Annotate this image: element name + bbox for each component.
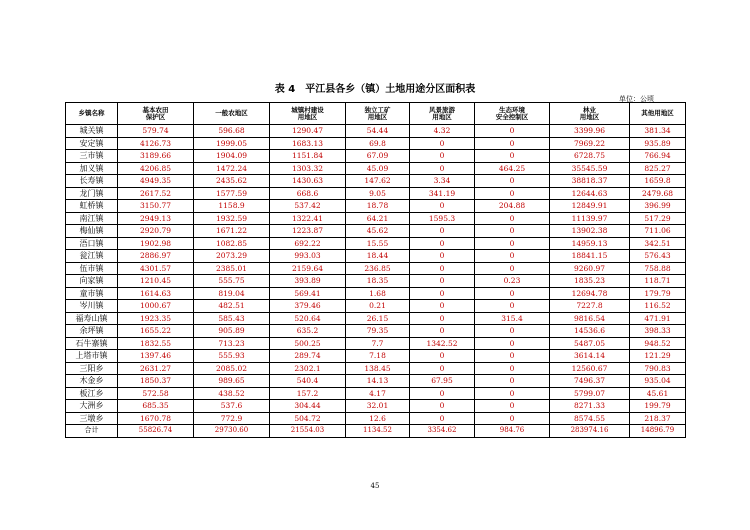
value-cell: 11139.97 [550,212,630,225]
column-header-text: 基本农田 [142,105,169,114]
value-cell: 1303.32 [270,162,346,175]
value-cell: 315.4 [475,312,550,325]
value-cell: 6728.75 [550,150,630,163]
value-cell: 7.7 [346,337,410,350]
value-cell: 45.62 [346,225,410,238]
column-header [475,103,550,125]
value-cell: 1342.52 [410,337,475,350]
value-cell: 342.51 [630,237,686,250]
value-cell: 5487.05 [550,337,630,350]
value-cell: 685.35 [118,400,194,413]
value-cell: 18.78 [346,200,410,213]
table-title: 表 4 平江县各乡（镇）土地用途分区面积表 [274,84,476,95]
value-cell: 2886.97 [118,250,194,263]
township-name-cell: 伍市镇 [66,262,118,275]
value-cell: 2631.27 [118,362,194,375]
value-cell: 1832.55 [118,337,194,350]
value-cell: 0 [410,162,475,175]
column-header-text: 乡镇名称 [78,109,105,117]
value-cell: 635.2 [270,325,346,338]
column-header-text: 用地区 [367,112,388,121]
table-row [66,312,686,325]
value-cell: 9260.97 [550,262,630,275]
value-cell: 585.43 [194,312,270,325]
value-cell: 537.6 [194,400,270,413]
table-row [66,125,686,138]
value-cell: 8271.33 [550,400,630,413]
value-cell: 12694.78 [550,287,630,300]
value-cell: 692.22 [270,237,346,250]
table-row [66,175,686,188]
value-cell: 204.88 [475,200,550,213]
column-header-text: 用地区 [432,112,452,121]
value-cell: 0 [475,350,550,363]
value-cell: 0 [410,300,475,313]
table-row [66,362,686,375]
value-cell: 0 [475,212,550,225]
value-cell: 69.8 [346,137,410,150]
value-cell: 758.88 [630,262,686,275]
township-name-cell: 大洲乡 [66,400,118,413]
value-cell: 1290.47 [270,125,346,138]
value-cell: 26.15 [346,312,410,325]
value-cell: 0 [475,187,550,200]
value-cell: 1210.45 [118,275,194,288]
value-cell: 3354.62 [410,425,475,438]
column-header-text: 用地区 [297,112,318,121]
value-cell: 12560.67 [550,362,630,375]
value-cell: 576.43 [630,250,686,263]
township-name-cell: 安定镇 [66,137,118,150]
value-cell: 236.85 [346,262,410,275]
value-cell: 0 [410,312,475,325]
value-cell: 0 [475,150,550,163]
table-body [66,125,686,438]
table-row [66,300,686,313]
column-header [66,103,118,125]
value-cell: 18.35 [346,275,410,288]
value-cell: 471.91 [630,312,686,325]
total-row [66,425,686,438]
table-row [66,275,686,288]
township-name-cell: 龙门镇 [66,187,118,200]
value-cell: 772.9 [194,412,270,425]
value-cell: 0 [410,400,475,413]
township-name-cell: 板江乡 [66,387,118,400]
value-cell: 0 [475,300,550,313]
value-cell: 713.23 [194,337,270,350]
value-cell: 438.52 [194,387,270,400]
value-cell: 4126.73 [118,137,194,150]
value-cell: 2949.13 [118,212,194,225]
value-cell: 14959.13 [550,237,630,250]
value-cell: 989.65 [194,375,270,388]
table-row [66,400,686,413]
value-cell: 935.04 [630,375,686,388]
column-header-text: 独立工矿 [364,105,391,114]
value-cell: 0 [410,412,475,425]
value-cell: 12849.91 [550,200,630,213]
value-cell: 18841.15 [550,250,630,263]
value-cell: 993.03 [270,250,346,263]
value-cell: 1671.22 [194,225,270,238]
township-name-cell: 浯口镇 [66,237,118,250]
township-name-cell: 岑川镇 [66,300,118,313]
table-row [66,337,686,350]
value-cell: 2920.79 [118,225,194,238]
value-cell: 1595.3 [410,212,475,225]
value-cell: 3150.77 [118,200,194,213]
value-cell: 2385.01 [194,262,270,275]
value-cell: 1082.85 [194,237,270,250]
value-cell: 9816.54 [550,312,630,325]
township-name-cell: 福寿山镇 [66,312,118,325]
value-cell: 1472.24 [194,162,270,175]
value-cell: 5799.07 [550,387,630,400]
value-cell: 711.06 [630,225,686,238]
value-cell: 0 [410,275,475,288]
value-cell: 520.64 [270,312,346,325]
value-cell: 14536.6 [550,325,630,338]
column-header-text: 用地区 [579,112,600,121]
value-cell: 38818.37 [550,175,630,188]
value-cell: 32.01 [346,400,410,413]
township-name-cell: 城关镇 [66,125,118,138]
unit-label: 单位：公顷 [619,95,654,103]
value-cell: 504.72 [270,412,346,425]
value-cell: 2073.29 [194,250,270,263]
table-row [66,150,686,163]
value-cell: 54.44 [346,125,410,138]
value-cell: 55826.74 [118,425,194,438]
table-row [66,250,686,263]
table-row [66,262,686,275]
township-name-cell: 三墩乡 [66,412,118,425]
value-cell: 0 [475,400,550,413]
value-cell: 1850.37 [118,375,194,388]
value-cell: 2159.64 [270,262,346,275]
value-cell: 64.21 [346,212,410,225]
column-header [194,103,270,125]
value-cell: 0 [410,250,475,263]
value-cell: 935.89 [630,137,686,150]
value-cell: 790.83 [630,362,686,375]
value-cell: 0 [475,262,550,275]
value-cell: 121.29 [630,350,686,363]
land-use-table [65,102,686,438]
value-cell: 1.68 [346,287,410,300]
column-header-text: 城镇村建设 [291,105,324,114]
value-cell: 21554.03 [270,425,346,438]
column-header-text: 其他用地区 [641,109,674,117]
value-cell: 147.62 [346,175,410,188]
column-header-text: 风景旅游 [429,105,455,114]
value-cell: 4206.85 [118,162,194,175]
value-cell: 283974.16 [550,425,630,438]
value-cell: 1902.98 [118,237,194,250]
column-header [410,103,475,125]
value-cell: 3614.14 [550,350,630,363]
column-header-text: 生态环境 [499,105,525,114]
value-cell: 116.52 [630,300,686,313]
column-header [118,103,194,125]
column-header [346,103,410,125]
value-cell: 4.17 [346,387,410,400]
value-cell: 2302.1 [270,362,346,375]
value-cell: 1223.87 [270,225,346,238]
table-row [66,237,686,250]
value-cell: 819.04 [194,287,270,300]
value-cell: 67.95 [410,375,475,388]
value-cell: 1835.23 [550,275,630,288]
township-name-cell: 南江镇 [66,212,118,225]
value-cell: 0 [410,225,475,238]
value-cell: 14.13 [346,375,410,388]
value-cell: 1430.63 [270,175,346,188]
value-cell: 341.19 [410,187,475,200]
table-row [66,225,686,238]
value-cell: 1683.13 [270,137,346,150]
value-cell: 0 [410,262,475,275]
value-cell: 157.2 [270,387,346,400]
value-cell: 1670.78 [118,412,194,425]
township-name-cell: 向家镇 [66,275,118,288]
value-cell: 79.35 [346,325,410,338]
value-cell: 1151.84 [270,150,346,163]
table-row [66,350,686,363]
value-cell: 7969.22 [550,137,630,150]
township-name-cell: 合计 [66,425,118,438]
value-cell: 1614.63 [118,287,194,300]
value-cell: 199.79 [630,400,686,413]
township-name-cell: 木金乡 [66,375,118,388]
value-cell: 0.23 [475,275,550,288]
value-cell: 4.32 [410,125,475,138]
value-cell: 1932.59 [194,212,270,225]
value-cell: 825.27 [630,162,686,175]
value-cell: 569.41 [270,287,346,300]
value-cell: 12.6 [346,412,410,425]
value-cell: 0 [410,350,475,363]
value-cell: 0 [410,150,475,163]
value-cell: 1158.9 [194,200,270,213]
township-name-cell: 三阳乡 [66,362,118,375]
value-cell: 8574.55 [550,412,630,425]
value-cell: 572.58 [118,387,194,400]
column-header-text: 安全控制区 [495,112,529,121]
column-header [550,103,630,125]
value-cell: 517.29 [630,212,686,225]
township-name-cell: 梅仙镇 [66,225,118,238]
value-cell: 579.74 [118,125,194,138]
township-name-cell: 石牛寨镇 [66,337,118,350]
value-cell: 0 [475,412,550,425]
value-cell: 0 [475,387,550,400]
township-name-cell: 虹桥镇 [66,200,118,213]
value-cell: 4301.57 [118,262,194,275]
township-name-cell: 三市镇 [66,150,118,163]
value-cell: 45.09 [346,162,410,175]
value-cell: 1397.46 [118,350,194,363]
value-cell: 15.55 [346,237,410,250]
value-cell: 35545.59 [550,162,630,175]
value-cell: 0 [475,287,550,300]
header-row [66,103,686,125]
value-cell: 0 [475,225,550,238]
value-cell: 7227.8 [550,300,630,313]
value-cell: 2479.68 [630,187,686,200]
township-name-cell: 余坪镇 [66,325,118,338]
value-cell: 29730.60 [194,425,270,438]
page-number: 45 [370,482,380,490]
value-cell: 1577.59 [194,187,270,200]
value-cell: 3399.96 [550,125,630,138]
township-name-cell: 童市镇 [66,287,118,300]
value-cell: 2435.62 [194,175,270,188]
value-cell: 596.68 [194,125,270,138]
table-row [66,387,686,400]
value-cell: 179.79 [630,287,686,300]
column-header-text: 林业 [583,105,596,114]
value-cell: 0 [410,387,475,400]
value-cell: 3.34 [410,175,475,188]
township-name-cell: 瓮江镇 [66,250,118,263]
value-cell: 766.94 [630,150,686,163]
column-header-text: 保护区 [145,112,166,121]
value-cell: 0 [475,337,550,350]
value-cell: 18.44 [346,250,410,263]
column-header-text: 一般农地区 [215,109,248,117]
value-cell: 304.44 [270,400,346,413]
table-row [66,325,686,338]
value-cell: 218.37 [630,412,686,425]
value-cell: 396.99 [630,200,686,213]
value-cell: 12644.63 [550,187,630,200]
value-cell: 0 [410,237,475,250]
table-row [66,162,686,175]
value-cell: 555.75 [194,275,270,288]
value-cell: 668.6 [270,187,346,200]
value-cell: 500.25 [270,337,346,350]
table-row [66,200,686,213]
township-name-cell: 上塔市镇 [66,350,118,363]
value-cell: 555.93 [194,350,270,363]
table-row [66,212,686,225]
value-cell: 289.74 [270,350,346,363]
column-header [270,103,346,125]
value-cell: 1000.67 [118,300,194,313]
value-cell: 482.51 [194,300,270,313]
value-cell: 9.05 [346,187,410,200]
value-cell: 0 [410,325,475,338]
township-name-cell: 加义镇 [66,162,118,175]
value-cell: 14896.79 [630,425,686,438]
value-cell: 537.42 [270,200,346,213]
table-row [66,375,686,388]
value-cell: 0 [410,137,475,150]
value-cell: 0 [410,362,475,375]
value-cell: 1322.41 [270,212,346,225]
value-cell: 0 [410,200,475,213]
value-cell: 0 [475,325,550,338]
table-row [66,287,686,300]
table-row [66,412,686,425]
value-cell: 45.61 [630,387,686,400]
value-cell: 138.45 [346,362,410,375]
value-cell: 2617.52 [118,187,194,200]
value-cell: 464.25 [475,162,550,175]
table-row [66,187,686,200]
township-name-cell: 长寿镇 [66,175,118,188]
value-cell: 1655.22 [118,325,194,338]
value-cell: 984.76 [475,425,550,438]
value-cell: 0 [475,137,550,150]
value-cell: 0 [475,125,550,138]
value-cell: 118.71 [630,275,686,288]
table-row [66,137,686,150]
value-cell: 1134.52 [346,425,410,438]
value-cell: 0 [410,287,475,300]
value-cell: 398.33 [630,325,686,338]
column-header [630,103,686,125]
value-cell: 393.89 [270,275,346,288]
value-cell: 379.46 [270,300,346,313]
value-cell: 7496.37 [550,375,630,388]
value-cell: 1904.09 [194,150,270,163]
value-cell: 3189.66 [118,150,194,163]
value-cell: 905.89 [194,325,270,338]
value-cell: 381.34 [630,125,686,138]
value-cell: 1659.8 [630,175,686,188]
value-cell: 1999.05 [194,137,270,150]
value-cell: 67.09 [346,150,410,163]
value-cell: 2085.02 [194,362,270,375]
value-cell: 1923.35 [118,312,194,325]
value-cell: 0 [475,175,550,188]
value-cell: 948.52 [630,337,686,350]
value-cell: 4949.35 [118,175,194,188]
value-cell: 7.18 [346,350,410,363]
value-cell: 540.4 [270,375,346,388]
value-cell: 0.21 [346,300,410,313]
value-cell: 0 [475,375,550,388]
value-cell: 13902.38 [550,225,630,238]
value-cell: 0 [475,237,550,250]
value-cell: 0 [475,362,550,375]
value-cell: 0 [475,250,550,263]
